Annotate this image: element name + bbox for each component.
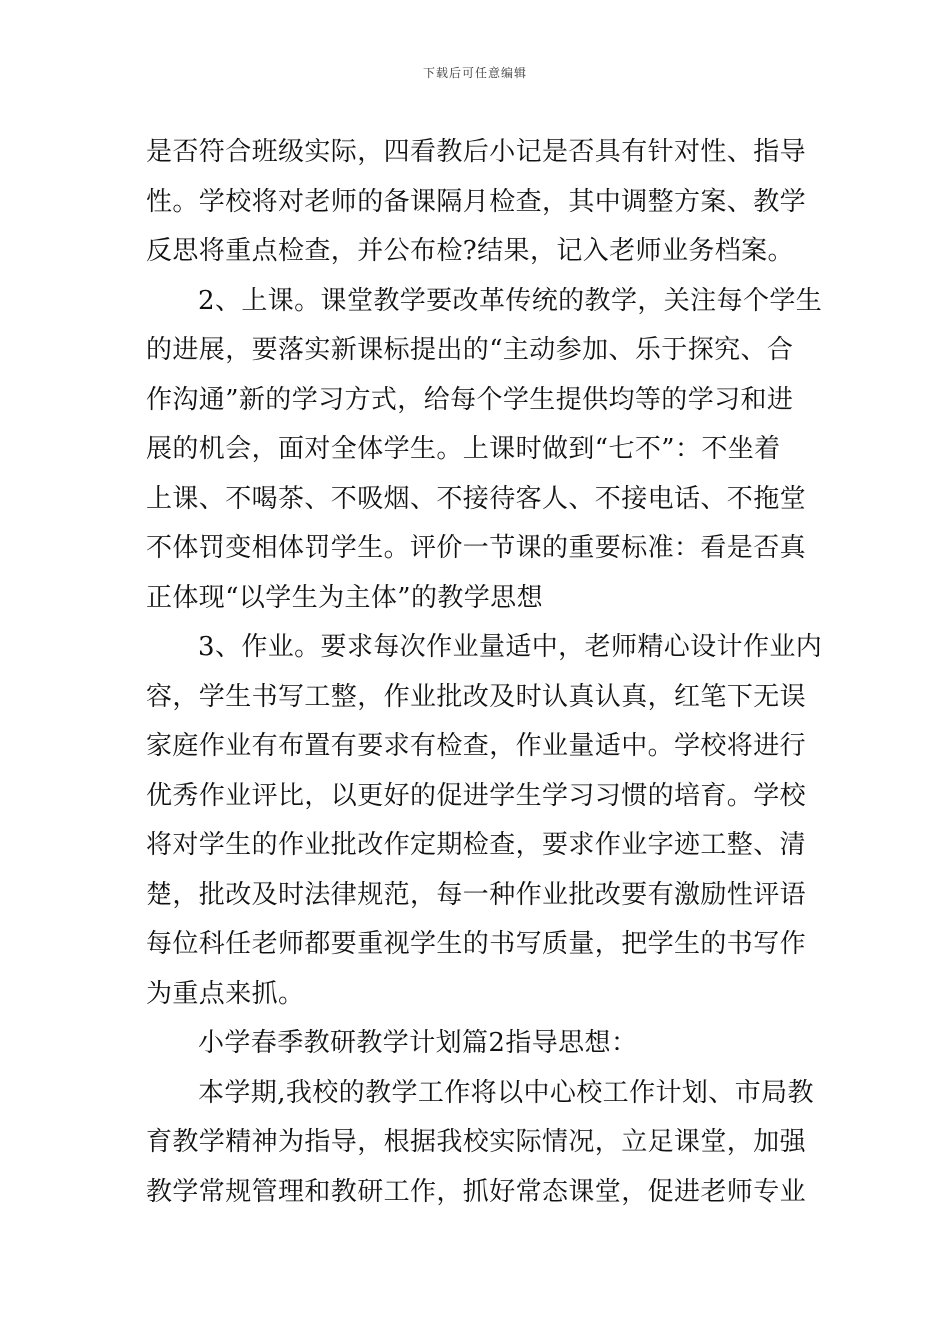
text-line: 将对学生的作业批改作定期检查，要求作业字迹工整、清 xyxy=(146,830,807,860)
text-line: 反思将重点检查，并公布检?结果，记入老师业务档案。 xyxy=(146,236,794,266)
text-line: 是否符合班级实际，四看教后小记是否具有针对性、指导 xyxy=(146,137,807,167)
text-line: 作沟通”新的学习方式，给每个学生提供均等的学习和进 xyxy=(146,384,794,415)
section-heading: 小学春季教研教学计划篇2指导思想： xyxy=(198,1028,638,1058)
text-line: 上课、不喝茶、不吸烟、不接待客人、不接电话、不拖堂 xyxy=(146,483,807,514)
text-line: 性。学校将对老师的备课隔月检查，其中调整方案、教学 xyxy=(146,186,807,217)
text-line: 优秀作业评比，以更好的促进学生学习习惯的培育。学校 xyxy=(146,780,807,811)
paragraph-start-line: 3、作业。要求每次作业量适中，老师精心设计作业内 xyxy=(198,632,823,662)
document-body xyxy=(146,128,823,1217)
page-header: 下载后可任意编辑 xyxy=(422,66,527,80)
text-line: 不体罚变相体罚学生。评价一节课的重要标准：看是否真 xyxy=(146,533,807,563)
text-line: 楚，批改及时法律规范，每一种作业批改要有激励性评语 xyxy=(146,879,807,910)
text-line: 展的机会，面对全体学生。上课时做到“七不”：不坐着 xyxy=(146,434,781,464)
text-line: 家庭作业有布置有要求有检查，作业量适中。学校将进行 xyxy=(146,731,807,761)
text-line: 每位科任老师都要重视学生的书写质量，把学生的书写作 xyxy=(146,929,807,959)
text-line: 教学常规管理和教研工作，抓好常态课堂，促进老师专业 xyxy=(146,1176,807,1207)
paragraph-start-line: 2、上课。课堂教学要改革传统的教学，关注每个学生 xyxy=(198,285,823,316)
text-line: 育教学精神为指导，根据我校实际情况，立足课堂，加强 xyxy=(146,1127,807,1157)
text-line: 为重点来抓。 xyxy=(146,978,305,1009)
text-line: 的进展，要落实新课标提出的“主动参加、乐于探究、合 xyxy=(146,335,794,365)
paragraph-start-line: 本学期,我校的教学工作将以中心校工作计划、市局教 xyxy=(198,1077,814,1108)
text-line: 正体现“以学生为主体”的教学思想 xyxy=(146,582,543,613)
text-line: 容，学生书写工整，作业批改及时认真认真，红笔下无误 xyxy=(146,681,807,712)
